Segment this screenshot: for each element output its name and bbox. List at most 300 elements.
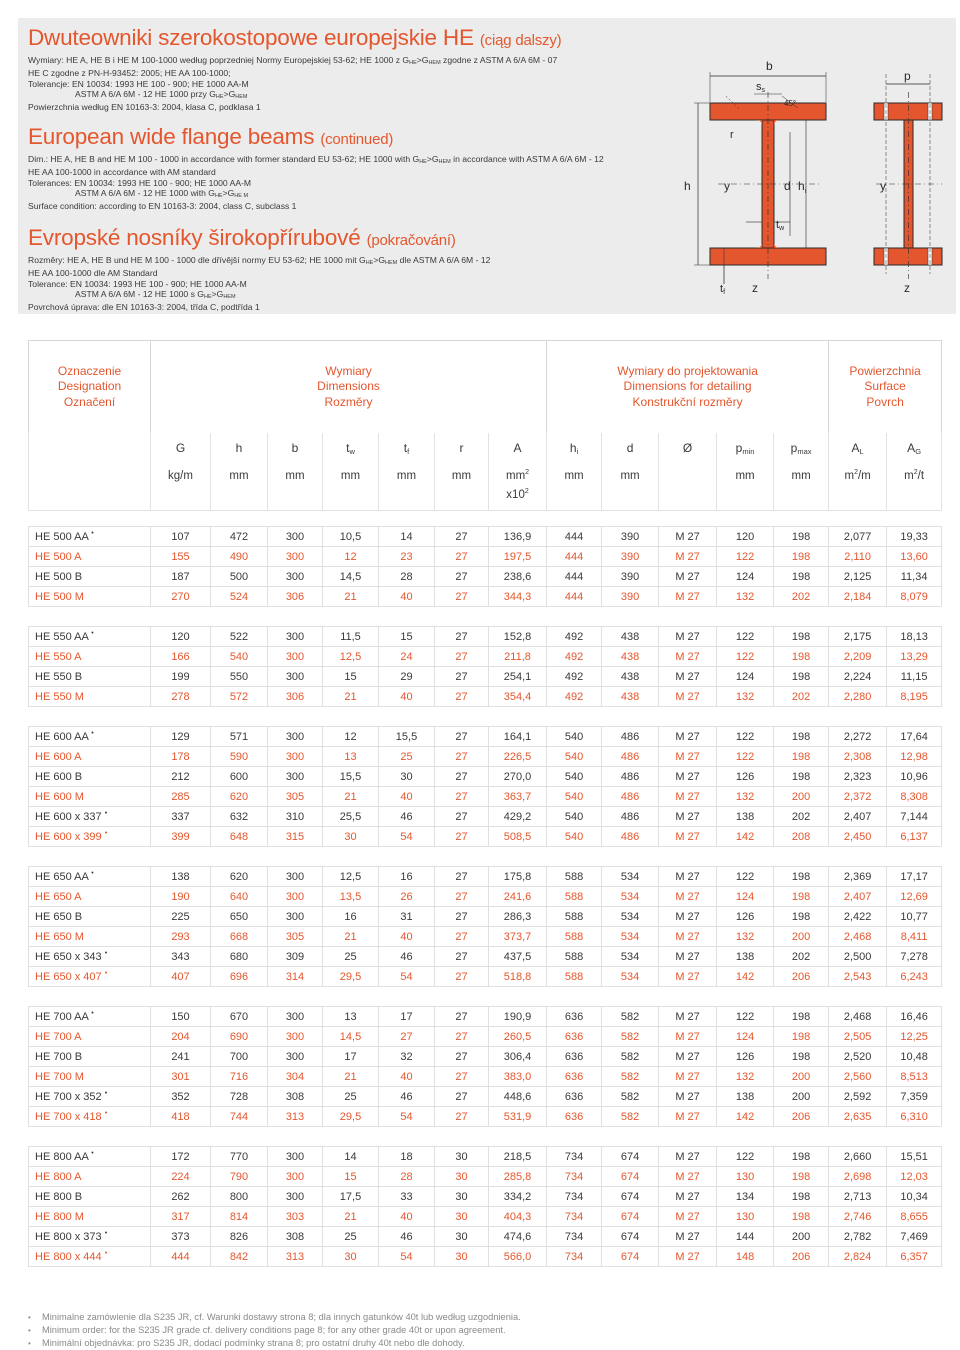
unit-row [29, 463, 942, 489]
table-cell: 10,96 [887, 767, 942, 787]
table-cell: 790 [211, 1167, 268, 1187]
spacer-cell [29, 1127, 942, 1147]
table-cell: 29,5 [323, 1107, 379, 1127]
table-cell: M 27 [659, 867, 717, 887]
unit-cell [602, 463, 659, 489]
table-cell: 122 [717, 627, 774, 647]
table-cell: 107 [151, 527, 211, 547]
group-spacer-row [29, 987, 942, 1007]
table-cell: 198 [774, 867, 829, 887]
table-cell: 444 [547, 527, 602, 547]
multiplier-cell [435, 489, 489, 511]
table-cell: 8,195 [887, 687, 942, 707]
table-cell: M 27 [659, 947, 717, 967]
table-cell: 30 [435, 1227, 489, 1247]
unit-text: mm [735, 469, 755, 482]
table-cell: 198 [774, 1007, 829, 1027]
table-cell: 16,46 [887, 1007, 942, 1027]
table-cell: M 27 [659, 1087, 717, 1107]
table-cell: M 27 [659, 887, 717, 907]
table-cell: 27 [435, 547, 489, 567]
table-cell: 800 [211, 1187, 268, 1207]
table-cell: 674 [602, 1207, 659, 1227]
table-cell: 588 [547, 927, 602, 947]
table-cell: 150 [151, 1007, 211, 1027]
table-cell: 206 [774, 1107, 829, 1127]
unit-cell [435, 463, 489, 489]
table-cell: 8,308 [887, 787, 942, 807]
profile-name-cell [29, 887, 151, 907]
table-cell: 40 [379, 927, 435, 947]
table-cell: 352 [151, 1087, 211, 1107]
table-cell: 13,29 [887, 647, 942, 667]
table-cell: 674 [602, 1167, 659, 1187]
profile-name-cell [29, 767, 151, 787]
profile-name: HE 500 B [35, 570, 83, 583]
table-row [29, 547, 942, 567]
table-cell: 306,4 [489, 1047, 547, 1067]
table-cell: 15,5 [379, 727, 435, 747]
symbol-text: d [626, 440, 634, 455]
table-cell: 13,60 [887, 547, 942, 567]
profile-name-cell [29, 1067, 151, 1087]
table-cell: 27 [435, 887, 489, 907]
table-cell: 8,411 [887, 927, 942, 947]
table-cell: 2,323 [829, 767, 887, 787]
table-cell: 21 [323, 1067, 379, 1087]
table-cell: 383,0 [489, 1067, 547, 1087]
table-cell: 540 [211, 647, 268, 667]
table-cell: 486 [602, 767, 659, 787]
profile-name-cell [29, 747, 151, 767]
profile-name: HE 500 A [35, 550, 82, 563]
table-row [29, 1067, 942, 1087]
table-cell: 486 [602, 787, 659, 807]
table-cell: 8,079 [887, 587, 942, 607]
table-cell: 198 [774, 1047, 829, 1067]
table-cell: 650 [211, 907, 268, 927]
table-cell: 2,520 [829, 1047, 887, 1067]
table-cell: 2,468 [829, 927, 887, 947]
unit-superscript: 2 [913, 468, 918, 476]
table-cell: 16 [323, 907, 379, 927]
table-cell: 10,34 [887, 1187, 942, 1207]
table-cell: 142 [717, 827, 774, 847]
table-cell: 6,243 [887, 967, 942, 987]
unit-text: mm [396, 469, 417, 482]
table-cell: 2,369 [829, 867, 887, 887]
table-cell: 148 [717, 1247, 774, 1267]
symbol-cell [774, 433, 829, 463]
table-cell: 27 [435, 1007, 489, 1027]
profile-name-cell [29, 867, 151, 887]
table-cell: 198 [774, 547, 829, 567]
table-cell: 122 [717, 1147, 774, 1167]
table-cell: 2,272 [829, 727, 887, 747]
group-label: Powierzchnia [849, 363, 921, 378]
profile-name-cell [29, 547, 151, 567]
group-header-2 [547, 341, 829, 433]
spec-line: Povrchová úprava: dle EN 10163-3: 2004, třída C, podtřída 1 [28, 302, 260, 313]
table-cell: 334,2 [489, 1187, 547, 1207]
profile-name: HE 500 AA [35, 530, 89, 543]
table-cell: 241 [151, 1047, 211, 1067]
table-row [29, 667, 942, 687]
multiplier-cell [887, 489, 942, 511]
table-cell: 534 [602, 927, 659, 947]
symbol-subscript: f [407, 446, 410, 456]
table-cell: 540 [547, 727, 602, 747]
table-row [29, 747, 942, 767]
table-cell: 2,824 [829, 1247, 887, 1267]
table-cell: 390 [602, 527, 659, 547]
table-row [29, 647, 942, 667]
table-cell: 27 [435, 1087, 489, 1107]
table-cell: 354,4 [489, 687, 547, 707]
group-spacer-row [29, 1127, 942, 1147]
table-cell: 404,3 [489, 1207, 547, 1227]
table-cell: 28 [379, 1167, 435, 1187]
profile-name: HE 800 B [35, 1190, 83, 1203]
table-cell: 138 [717, 947, 774, 967]
table-cell: 190 [151, 887, 211, 907]
table-cell: 534 [602, 967, 659, 987]
table-cell: 27 [435, 747, 489, 767]
unit-cell [659, 463, 717, 489]
profile-name: HE 700 A [35, 1030, 82, 1043]
spec-line: Rozměry: HE A, HE B und HE M 100 - 1000 dle dřívější normy EU 53-62; HE 1000 mit $G_{HE}>G_{HEM}$ dle ASTM A 6/A 6M - 12 [28, 254, 491, 266]
unit-cell [151, 463, 211, 489]
table-cell: 524 [211, 587, 268, 607]
symbol-text: G [175, 440, 186, 455]
symbol-cell [268, 433, 323, 463]
symbol-text: b [291, 440, 299, 455]
profile-name: HE 650 x 407 [35, 970, 102, 983]
group-spacer-row [29, 607, 942, 627]
multiplier-cell [602, 489, 659, 511]
table-cell: 300 [268, 567, 323, 587]
table-cell: M 27 [659, 747, 717, 767]
table-cell: 17,17 [887, 867, 942, 887]
table-cell: 472 [211, 527, 268, 547]
table-cell: 7,144 [887, 807, 942, 827]
multiplier-cell [29, 489, 151, 511]
unit-tail: /m [857, 469, 871, 482]
table-row [29, 1007, 942, 1027]
table-cell: 30 [323, 1247, 379, 1267]
table-row [29, 807, 942, 827]
spec-line: Dim.: HE A, HE B and HE M 100 - 1000 in accordance with former standard EU 53-62; HE 1000 with $G_{HE}>G_{HEM}$ in accordance with ASTM A 6/A 6M - 12 [28, 153, 604, 165]
table-cell: 300 [268, 1047, 323, 1067]
profile-name-cell [29, 567, 151, 587]
table-cell: 202 [774, 587, 829, 607]
table-cell: 674 [602, 1227, 659, 1247]
symbol-subscript: L [859, 446, 864, 456]
multiplier-cell [211, 489, 268, 511]
profile-name: HE 550 B [35, 670, 83, 683]
table-cell: 10,48 [887, 1047, 942, 1067]
table-cell: 200 [774, 1067, 829, 1087]
spec-line: ASTM A 6/A 6M - 12 HE 1000 przy $G_{HE}>G_{HEM}$ [75, 89, 248, 101]
profile-name: HE 600 M [35, 790, 84, 803]
profile-name: HE 800 x 373 [35, 1230, 102, 1243]
spec-line: ASTM A 6/A 6M - 12 HE 1000 s $G_{HE}>G_{HEM}$ [75, 289, 236, 301]
footnote-english: • Minimum order: for the S235 JR grade cf. delivery conditions page 8; for any other grade 40t or upon agreement. [28, 1324, 928, 1337]
table-cell: 438 [602, 667, 659, 687]
table-cell: 448,6 [489, 1087, 547, 1107]
profile-name: HE 550 A [35, 650, 82, 663]
table-cell: 27 [435, 907, 489, 927]
table-cell: 363,7 [489, 787, 547, 807]
table-cell: 40 [379, 587, 435, 607]
symbol-text: t [346, 440, 350, 455]
table-cell: M 27 [659, 527, 717, 547]
table-cell: 130 [717, 1207, 774, 1227]
table-cell: 540 [547, 827, 602, 847]
table-cell: 218,5 [489, 1147, 547, 1167]
table-cell: 540 [547, 807, 602, 827]
table-cell: 540 [547, 767, 602, 787]
table-cell: 2,592 [829, 1087, 887, 1107]
table-cell: 300 [268, 1027, 323, 1047]
table-cell: 300 [268, 887, 323, 907]
table-cell: 198 [774, 647, 829, 667]
spec-line: HE C zgodne z PN-H-93452: 2005; HE AA 100-1000; [28, 67, 231, 78]
table-cell: M 27 [659, 1047, 717, 1067]
polish-specs [28, 55, 688, 113]
spacer-cell [29, 987, 942, 1007]
table-row [29, 1187, 942, 1207]
symbol-cell [211, 433, 268, 463]
header-panel [18, 18, 956, 314]
table-cell: 285 [151, 787, 211, 807]
profile-name-cell [29, 1187, 151, 1207]
table-row [29, 1227, 942, 1247]
multiplier-superscript: 2 [524, 487, 529, 495]
table-cell: 54 [379, 827, 435, 847]
table-cell: 33 [379, 1187, 435, 1207]
table-cell: 540 [547, 787, 602, 807]
table-cell: 518,8 [489, 967, 547, 987]
table-cell: 262 [151, 1187, 211, 1207]
table-row [29, 867, 942, 887]
table-cell: 636 [547, 1067, 602, 1087]
table-cell: 138 [151, 867, 211, 887]
table-cell: 286,3 [489, 907, 547, 927]
table-cell: 492 [547, 627, 602, 647]
table-cell: M 27 [659, 1067, 717, 1087]
table-cell: 198 [774, 767, 829, 787]
table-cell: 224 [151, 1167, 211, 1187]
label-y-right: y [880, 179, 886, 193]
table-cell: 144 [717, 1227, 774, 1247]
table-cell: 122 [717, 747, 774, 767]
spacer-cell [29, 511, 942, 527]
beam-cross-section-diagram [680, 34, 956, 314]
czech-specs [28, 255, 688, 313]
group-label: Povrch [866, 394, 904, 409]
spacer-cell [29, 847, 942, 867]
table-cell: 582 [602, 1027, 659, 1047]
symbol-text: p [735, 440, 743, 455]
table-cell: 303 [268, 1207, 323, 1227]
table-cell: 6,310 [887, 1107, 942, 1127]
table-cell: 636 [547, 1107, 602, 1127]
table-cell: 19,33 [887, 527, 942, 547]
table-cell: 2,698 [829, 1167, 887, 1187]
table-cell: M 27 [659, 787, 717, 807]
profile-name-cell [29, 527, 151, 547]
symbol-cell [887, 433, 942, 463]
table-cell: 17,5 [323, 1187, 379, 1207]
table-cell: 734 [547, 1187, 602, 1207]
table-cell: 2,372 [829, 787, 887, 807]
table-cell: 588 [547, 947, 602, 967]
table-cell: 198 [774, 527, 829, 547]
table-cell: 122 [717, 727, 774, 747]
profile-name-cell [29, 927, 151, 947]
multiplier-row [29, 489, 942, 511]
table-cell: 226,5 [489, 747, 547, 767]
title-czech: Evropské nosníky širokopřírubové (pokračování) [28, 224, 456, 250]
profile-name: HE 650 x 343 [35, 950, 102, 963]
table-cell: 300 [268, 1147, 323, 1167]
table-cell: 12,5 [323, 647, 379, 667]
table-cell: 27 [435, 727, 489, 747]
table-cell: 734 [547, 1247, 602, 1267]
table-body [29, 341, 942, 1267]
table-cell: M 27 [659, 1147, 717, 1167]
symbol-cell [435, 433, 489, 463]
table-cell: 30 [435, 1207, 489, 1227]
table-cell: 175,8 [489, 867, 547, 887]
table-cell: 126 [717, 1047, 774, 1067]
table-cell: 124 [717, 1027, 774, 1047]
table-cell: 21 [323, 587, 379, 607]
symbol-cell-empty [29, 433, 151, 463]
minimum-order-marker: • [91, 529, 94, 537]
table-cell: 11,15 [887, 667, 942, 687]
table-cell: 241,6 [489, 887, 547, 907]
profile-name: HE 700 M [35, 1070, 84, 1083]
table-cell: 418 [151, 1107, 211, 1127]
spec-line: Tolerancje: EN 10034: 1993 HE 100 - 900; HE 1000 AA-M [28, 78, 249, 89]
group-header-1 [151, 341, 547, 433]
table-cell: 46 [379, 1087, 435, 1107]
profile-name-cell [29, 1087, 151, 1107]
table-cell: 636 [547, 1027, 602, 1047]
table-cell: 300 [268, 767, 323, 787]
table-cell: 122 [717, 547, 774, 567]
table-cell: M 27 [659, 1107, 717, 1127]
table-cell: M 27 [659, 1227, 717, 1247]
table-cell: 204 [151, 1027, 211, 1047]
table-cell: 550 [211, 667, 268, 687]
profile-name: HE 600 B [35, 770, 83, 783]
table-cell: 126 [717, 907, 774, 927]
multiplier-text: x10 [506, 488, 525, 501]
table-cell: 315 [268, 827, 323, 847]
table-cell: 27 [435, 567, 489, 587]
profile-name: HE 800 AA [35, 1150, 89, 1163]
table-cell: 2,713 [829, 1187, 887, 1207]
multiplier-cell [323, 489, 379, 511]
group-label: Oznaczenie [57, 363, 122, 378]
symbol-subscript: max [797, 446, 812, 456]
multiplier-cell [717, 489, 774, 511]
table-cell: 27 [435, 527, 489, 547]
table-row [29, 727, 942, 747]
unit-cell [829, 463, 887, 489]
table-cell: 2,500 [829, 947, 887, 967]
table-cell: 300 [268, 627, 323, 647]
group-label: Dimensions [317, 379, 380, 393]
table-cell: 27 [435, 1067, 489, 1087]
table-cell: 14 [323, 1147, 379, 1167]
footnote-czech: • Minimální objednávka: pro S235 JR, dodací podmínky strana 8; pro ostatní druhy 40t nebo dle dohody. [28, 1337, 928, 1350]
table-cell: 2,635 [829, 1107, 887, 1127]
table-cell: 7,359 [887, 1087, 942, 1107]
table-cell: 46 [379, 807, 435, 827]
table-cell: 122 [717, 1007, 774, 1027]
table-cell: 25 [379, 747, 435, 767]
table-cell: 129 [151, 727, 211, 747]
profile-name: HE 700 B [35, 1050, 83, 1063]
table-cell: 13 [323, 1007, 379, 1027]
table-cell: 187 [151, 567, 211, 587]
table-cell: 198 [774, 1027, 829, 1047]
table-cell: 310 [268, 807, 323, 827]
unit-text: mm [505, 469, 526, 482]
table-cell: 142 [717, 1107, 774, 1127]
unit-cell [717, 463, 774, 489]
minimum-order-marker: • [104, 969, 108, 977]
symbol-cell [829, 433, 887, 463]
table-cell: 25 [323, 1227, 379, 1247]
table-cell: 27 [435, 667, 489, 687]
table-cell: 18 [379, 1147, 435, 1167]
table-cell: 25 [323, 1087, 379, 1107]
table-cell: 373,7 [489, 927, 547, 947]
symbol-cell [489, 433, 547, 463]
table-cell: 136,9 [489, 527, 547, 547]
table-cell: 648 [211, 827, 268, 847]
table-cell: 27 [435, 827, 489, 847]
table-cell: 27 [379, 1027, 435, 1047]
section-properties-table-wrap [28, 340, 930, 1267]
table-cell: 15,5 [323, 767, 379, 787]
minimum-order-marker: • [91, 1149, 94, 1157]
table-cell: 486 [602, 747, 659, 767]
profile-name-cell [29, 1167, 151, 1187]
table-cell: 27 [435, 687, 489, 707]
symbol-subscript: w [349, 446, 355, 456]
table-cell: 300 [268, 727, 323, 747]
table-cell: 206 [774, 1247, 829, 1267]
profile-name-cell [29, 807, 151, 827]
group-header-0 [29, 341, 151, 433]
table-cell: 744 [211, 1107, 268, 1127]
table-cell: 32 [379, 1047, 435, 1067]
table-cell: 300 [268, 747, 323, 767]
table-cell: 486 [602, 807, 659, 827]
table-cell: 15,51 [887, 1147, 942, 1167]
multiplier-cell [151, 489, 211, 511]
table-cell: M 27 [659, 647, 717, 667]
table-cell: 734 [547, 1147, 602, 1167]
table-cell: 300 [268, 867, 323, 887]
table-cell: 2,450 [829, 827, 887, 847]
